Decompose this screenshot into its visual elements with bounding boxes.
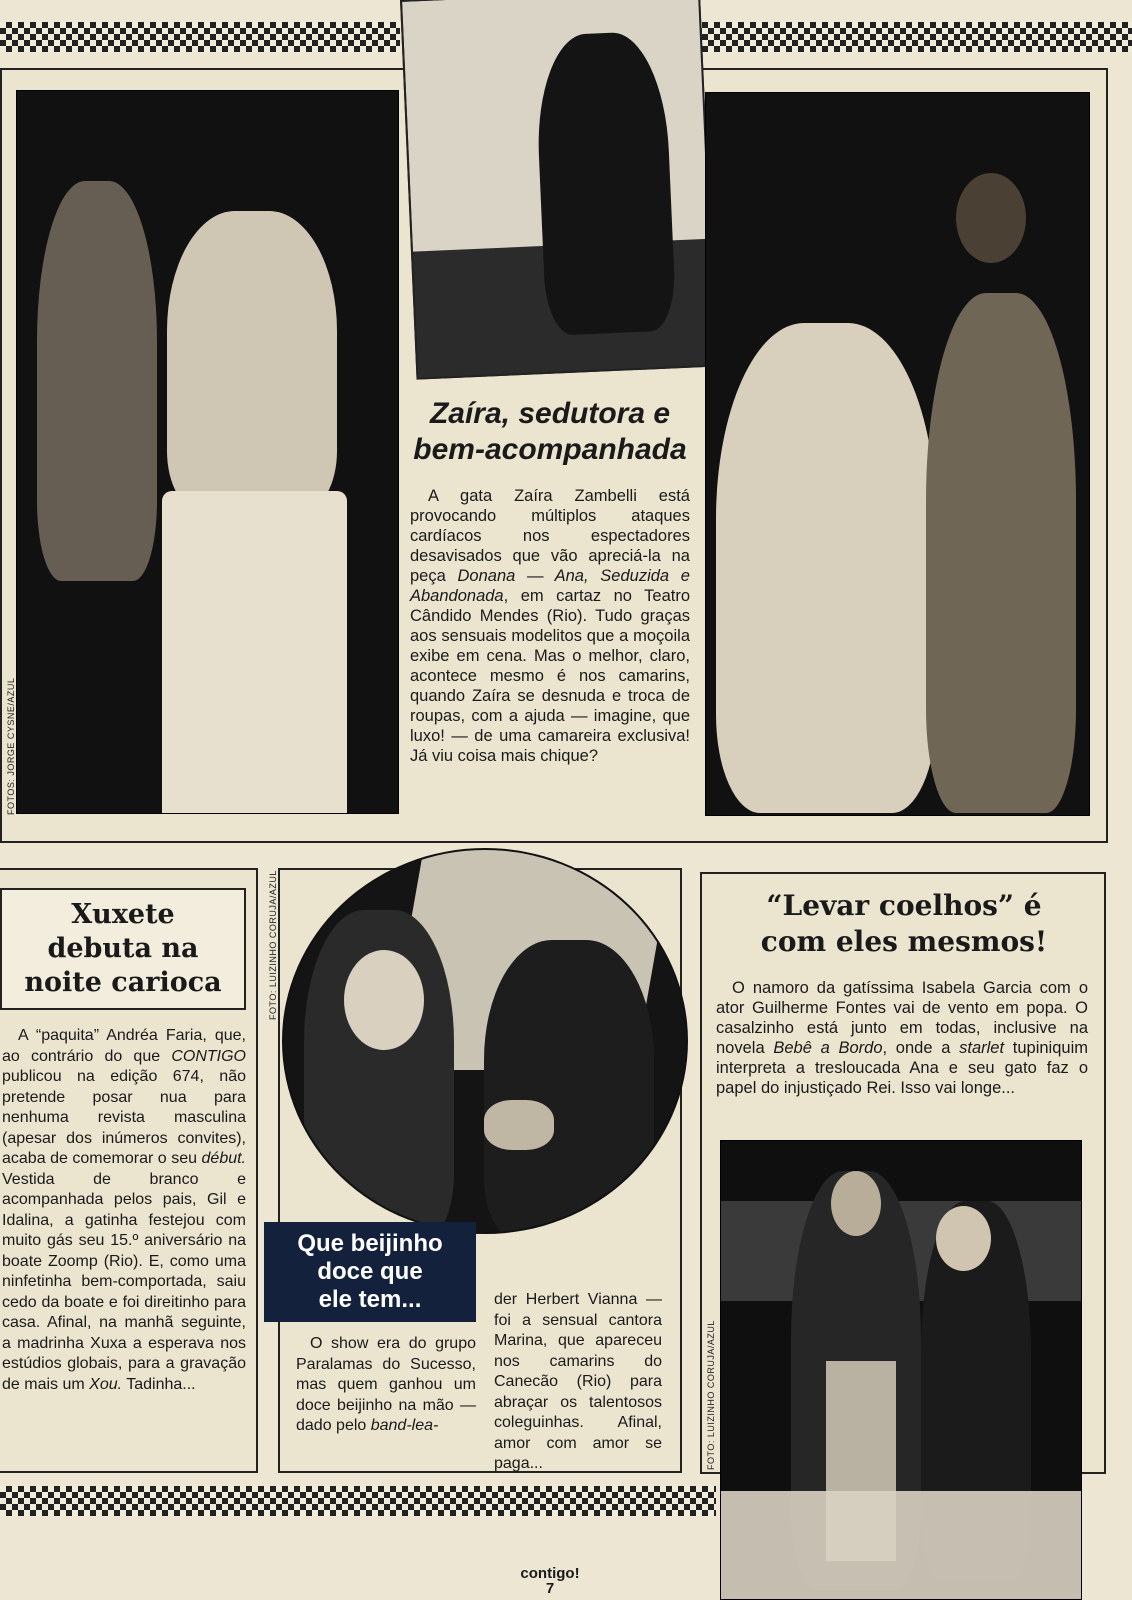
- xuxete-body-debut: début.: [201, 1150, 246, 1167]
- zaira-body-part1: A gata Zaíra Zambelli está provocando múltiplos ataques cardíacos nos espectadores desavisados que vão apreciá-la na peça: [410, 487, 690, 585]
- checker-band-top-left: [0, 22, 400, 52]
- coelhos-headline-line2: com eles mesmos!: [760, 925, 1048, 958]
- zaira-article: [410, 396, 690, 766]
- face-shape: [956, 173, 1026, 263]
- coelhos-body-starlet: starlet: [959, 1039, 1005, 1057]
- xuxete-body-xou: Xou.: [89, 1375, 123, 1393]
- zaira-headline-line1: Zaíra, sedutora e: [429, 397, 671, 430]
- xuxete-body-part-c: Vestida de branco e acompanhada pelos pais, Gil e Idalina, a gatinha festejou com muito gás seu 15.º aniversário na boate Zoomp (Rio). E, como uma ninfetinha bem-comportada, saiu cedo da boate e foi direitinho para casa. Afinal, na manhã seguinte, a madrinha Xuxa a esperava nos estúdios globais, para a gravação de mais um: [2, 1170, 246, 1393]
- photo-credit-zaira: FOTOS: JORGE CYSNE/AZUL: [6, 677, 16, 815]
- zaira-headline: [410, 396, 690, 468]
- magazine-name: contigo!: [520, 1565, 580, 1582]
- beijinho-col1-italic: band-lea-: [370, 1417, 439, 1434]
- coelhos-headline-line1: “Levar coelhos” é: [766, 889, 1042, 922]
- zaira-body-play: Donana — Ana, Seduzida e Abandonada: [410, 567, 690, 605]
- page-footer: [510, 1566, 590, 1596]
- xuxete-body-part-a: A “paquita” Andréa Faria, que, ao contrário do que: [2, 1027, 246, 1065]
- photo-credit-beijinho: FOTO: LUIZINHO CORUJA/AZUL: [268, 870, 278, 1020]
- coelhos-body-part-b: , onde a: [882, 1039, 960, 1057]
- zaira-photo-left: [16, 90, 399, 814]
- man-kissing-silhouette: [484, 940, 654, 1234]
- beijinho-quote-line1: Que beijinho: [297, 1230, 443, 1257]
- beijinho-body-col2: der Herbert Vianna — foi a sensual cantora Marina, que apareceu nos camarins do Canecão (Rio) para abraçar os talentosos coleguinhas. Afinal, amor com amor se paga...: [494, 1291, 662, 1472]
- coelhos-headline: [706, 888, 1102, 960]
- xuxete-body-part-b: publicou na edição 674, não pretende posar nua para nenhuma revista masculina (apesar dos inúmeros convites), acaba de comemorar o seu: [2, 1068, 246, 1167]
- xuxete-body: [2, 1026, 246, 1395]
- man-face: [831, 1171, 881, 1236]
- xuxete-title-box: [0, 888, 246, 1010]
- coelhos-photo: [720, 1140, 1082, 1600]
- zaira-photo-right: [705, 92, 1090, 816]
- beijinho-body-col1: [296, 1334, 476, 1437]
- beijinho-col1-text: O show era do grupo Paralamas do Sucesso, mas quem ganhou um doce beijinho na mão — dado pelo: [296, 1335, 476, 1434]
- white-skirt: [162, 491, 347, 814]
- coelhos-body-novela: Bebê a Bordo: [773, 1039, 883, 1057]
- beijinho-quote-box: [264, 1222, 476, 1322]
- beijinho-quote-line3: ele tem...: [318, 1286, 422, 1313]
- coelhos-body-part-a: O namoro da gatíssima Isabela Garcia com o ator Guilherme Fontes vai de vento em popa. O casalzinho está junto em todas, inclusive na novela: [716, 979, 1088, 1057]
- zaira-headline-line2: bem-acompanhada: [413, 433, 687, 466]
- beijinho-quote-line2: doce que: [317, 1258, 423, 1285]
- woman-back-silhouette: [716, 323, 936, 813]
- coelhos-body-part-c: tupiniquim interpreta a tresloucada Ana e seu gato faz o papel do injustiçado Rei. Isso vai longe...: [716, 1039, 1088, 1097]
- person-silhouette: [37, 181, 157, 581]
- xuxete-body-part-d: Tadinha...: [122, 1375, 196, 1393]
- photo-credit-coelhos: FOTO: LUIZINHO CORUJA/AZUL: [706, 1320, 716, 1470]
- zaira-body-part2: , em cartaz no Teatro Cândido Mendes (Rio). Tudo graças aos sensuais modelitos que a moçoila exibe em cena. Mas o melhor, claro, acontece mesmo é nos camarins, quando Zaíra se desnuda e troca de roupas, com a ajuda — imagine, que luxo! — de uma camareira exclusiva! Já viu coisa mais chique?: [410, 587, 690, 765]
- zaira-body: [410, 486, 690, 766]
- checker-band-bottom: [0, 1486, 716, 1516]
- xuxete-headline: [2, 890, 244, 1000]
- helper-silhouette: [926, 293, 1076, 813]
- checker-band-top-right: [696, 22, 1132, 52]
- xuxete-headline-line3: noite carioca: [24, 967, 222, 998]
- coelhos-body: [716, 978, 1088, 1098]
- hands-shape: [484, 1100, 554, 1150]
- woman-silhouette: [167, 211, 337, 511]
- beijinho-circle-photo: [282, 848, 688, 1234]
- zaira-photo-top-center: [400, 0, 716, 380]
- xuxete-headline-line1: Xuxete: [71, 899, 175, 930]
- page-number: 7: [545, 1580, 555, 1597]
- woman-face: [344, 950, 424, 1050]
- xuxete-headline-line2: debuta na: [47, 933, 199, 964]
- floor: [721, 1491, 1082, 1600]
- woman-face: [936, 1206, 991, 1271]
- xuxete-body-contigo: CONTIGO: [171, 1047, 246, 1065]
